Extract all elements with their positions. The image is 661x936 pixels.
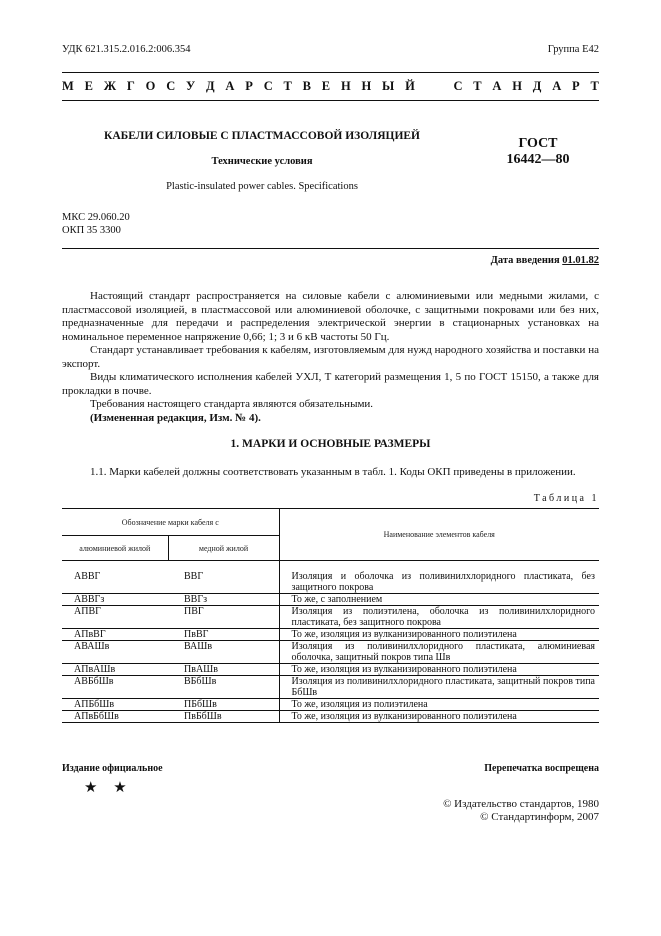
table-row [62, 711, 599, 723]
cell-mark-al: АПБбШв [62, 699, 168, 711]
table-row [62, 629, 599, 641]
cell-description: Изоляция из полиэтилена, оболочка из поливинилхлоридного пластиката, без защитного покрова [279, 606, 599, 629]
table-row [62, 571, 599, 594]
table-row [62, 699, 599, 711]
cell-mark-al: АПвБбШв [62, 711, 168, 723]
copyright-publisher: © Издательство стандартов, 1980 [443, 798, 599, 810]
cell-mark-cu: ВВГ [168, 571, 279, 594]
section-text [62, 466, 599, 480]
cell-description: То же, изоляция из вулканизированного полиэтилена [279, 711, 599, 723]
cell-description: То же, с заполнением [279, 594, 599, 606]
cell-description: То же, изоляция из полиэтилена [279, 699, 599, 711]
table-row [62, 594, 599, 606]
cell-mark-al: АВВГз [62, 594, 168, 606]
mks-code: МКС 29.060.20 [62, 212, 130, 223]
cell-description: То же, изоляция из вулканизированного полиэтилена [279, 664, 599, 676]
cell-mark-al: АПвВГ [62, 629, 168, 641]
document-title: КАБЕЛИ СИЛОВЫЕ С ПЛАСТМАССОВОЙ ИЗОЛЯЦИЕЙ [103, 130, 421, 142]
table-head-al: алюминиевой жилой [62, 536, 168, 561]
table-row [62, 676, 599, 699]
cell-mark-cu: ВАШв [168, 641, 279, 664]
standard-banner-text: М Е Ж Г О С У Д А Р С Т В Е Н Н Ы Й С Т А Н Д А Р Т [62, 79, 599, 93]
cell-description: Изоляция из поливинилхлоридного пластиката, защитный покров типа БбШв [279, 676, 599, 699]
cell-description: Изоляция и оболочка из поливинилхлоридного пластиката, без защитного покрова [279, 571, 599, 594]
cell-mark-cu: ВВГз [168, 594, 279, 606]
cell-mark-al: АВАШв [62, 641, 168, 664]
cell-mark-cu: ВБбШв [168, 676, 279, 699]
table-head-group: Обозначение марки кабеля с [62, 509, 279, 536]
document-title-en: Plastic-insulated power cables. Specifications [166, 181, 358, 192]
intro-paragraph-3: Виды климатического исполнения кабелей УХЛ, Т категорий размещения 1, 5 по ГОСТ 15150, а также для прокладки в почве. [62, 371, 599, 397]
gost-number: 16442—80 [506, 152, 570, 167]
intro-paragraph-1: Настоящий стандарт распространяется на силовые кабели с алюминиевыми или медными жилами, с пластмассовой изоляцией, в пластмассовой или алюминиевой оболочке, с защитными покровами или без них, предназначенные для передачи и распределения электрической энергии в стационарных установках на номинальное переменное напряжение 0,66; 1; 3 и 6 кВ частоты 50 Гц. [62, 290, 599, 343]
table-row [62, 641, 599, 664]
cell-description: Изоляция из поливинилхлоридного пластиката, алюминиевая оболочка, защитный покров типа Шв [279, 641, 599, 664]
cell-mark-cu: ПвБбШв [168, 711, 279, 723]
cell-mark-al: АВВГ [62, 571, 168, 594]
introduction-date-value: 01.01.82 [562, 255, 599, 266]
cell-mark-cu: ПвВГ [168, 629, 279, 641]
banner-rule-bottom [62, 100, 599, 101]
intro-paragraph-2: Стандарт устанавливает требования к кабелям, изготовляемым для нужд народного хозяйства и поставки на экспорт. [62, 344, 599, 370]
introduction-date-label: Дата введения [490, 255, 560, 266]
intro-text [62, 290, 599, 425]
gost-label: ГОСТ [518, 136, 558, 151]
cable-marks-table [62, 508, 599, 723]
introduction-date [491, 255, 599, 266]
document-subtitle: Технические условия [211, 156, 313, 167]
cell-mark-al: АПвАШв [62, 664, 168, 676]
intro-paragraph-4: Требования настоящего стандарта являются обязательными. [90, 398, 374, 410]
okp-code: ОКП 35 3300 [62, 225, 121, 236]
table-head-desc: Наименование элементов кабеля [279, 509, 599, 561]
table-label: Таблица 1 [533, 493, 599, 504]
group-code: Группа Е42 [547, 44, 599, 55]
official-edition: Издание официальное [62, 763, 163, 774]
udk-code: УДК 621.315.2.016.2:006.354 [62, 44, 191, 55]
cell-mark-cu: ПвАШв [168, 664, 279, 676]
table-spacer [62, 561, 279, 572]
intro-paragraph-5: (Измененная редакция, Изм. № 4). [90, 411, 261, 424]
copyright-standartinform: © Стандартинформ, 2007 [480, 811, 599, 823]
banner-rule-top [62, 72, 599, 73]
cell-description: То же, изоляция из вулканизированного полиэтилена [279, 629, 599, 641]
reprint-notice: Перепечатка воспрещена [484, 763, 599, 774]
cell-mark-al: АПВГ [62, 606, 168, 629]
cell-mark-cu: ПВГ [168, 606, 279, 629]
cell-mark-cu: ПБбШв [168, 699, 279, 711]
stars-mark: ★ ★ [84, 780, 133, 796]
section-paragraph-1: 1.1. Марки кабелей должны соответствовать указанным в табл. 1. Коды ОКП приведены в приложении. [90, 466, 576, 478]
standard-banner [62, 79, 599, 94]
section-heading: 1. МАРКИ И ОСНОВНЫЕ РАЗМЕРЫ [230, 438, 431, 450]
table-head-cu: медной жилой [168, 536, 279, 561]
date-rule [62, 248, 599, 249]
table-row [62, 606, 599, 629]
table-row [62, 664, 599, 676]
cell-mark-al: АВБбШв [62, 676, 168, 699]
table-body [62, 571, 599, 723]
